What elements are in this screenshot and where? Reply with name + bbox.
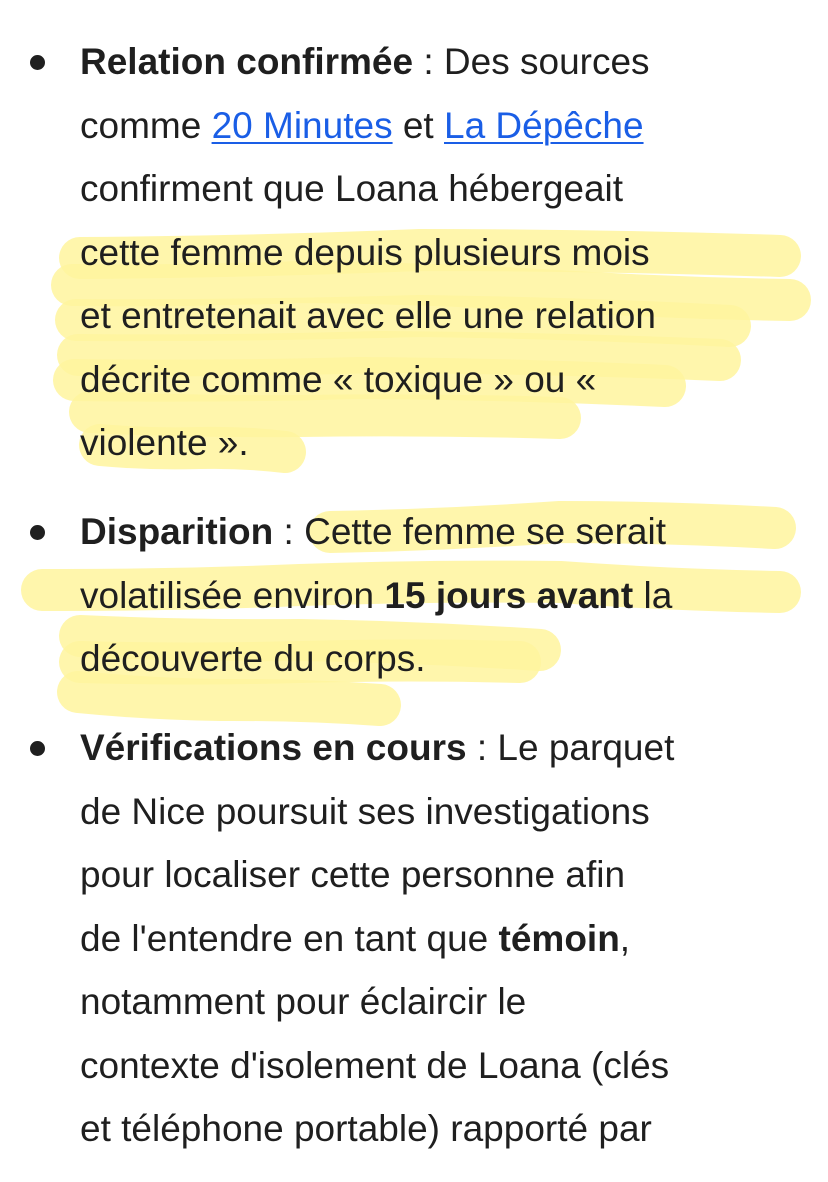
bullet-icon [30, 741, 45, 756]
text-line: confirment que Loana hébergeait [80, 168, 624, 209]
text-line: violente ». [80, 422, 249, 463]
item-title: Relation confirmée [80, 41, 414, 82]
text-line: de l'entendre en tant que témoin, [80, 917, 631, 959]
text-line: comme 20 Minutes et La Dépêche [80, 104, 644, 146]
text-line: décrite comme « toxique » ou « [80, 358, 597, 400]
text-line: Disparition : Cette femme se serait [80, 511, 666, 552]
item-text [80, 30, 796, 475]
bullet-icon [30, 525, 45, 540]
text-line: volatilisée environ 15 jours avant la [80, 574, 673, 616]
item-title: Disparition [80, 511, 274, 552]
item-text [80, 716, 796, 1161]
text-line: Vérifications en cours : Le parquet [80, 727, 675, 768]
text-line: découverte du corps. [80, 638, 426, 679]
text-line: Relation confirmée : Des sources [80, 41, 650, 82]
text-line: contexte d'isolement de Loana (clés [80, 1044, 670, 1086]
bold-word: témoin [498, 917, 620, 959]
text-line: de Nice poursuit ses investigations [80, 790, 650, 832]
item-title: Vérifications en cours [80, 727, 467, 768]
bullet-icon [30, 55, 45, 70]
bold-phrase: 15 jours avant [384, 574, 634, 616]
link-20-minutes[interactable]: 20 Minutes [211, 104, 393, 146]
link-la-depeche[interactable]: La Dépêche [444, 104, 644, 146]
text-line: notamment pour éclaircir le [80, 981, 527, 1022]
text-line: et téléphone portable) rapporté par [80, 1108, 652, 1149]
item-text [80, 500, 796, 691]
text-line: cette femme depuis plusieurs mois [80, 231, 650, 273]
highlight-stroke [78, 692, 380, 705]
text-line: et entretenait avec elle une relation [80, 295, 656, 336]
text-line: pour localiser cette personne afin [80, 854, 626, 895]
